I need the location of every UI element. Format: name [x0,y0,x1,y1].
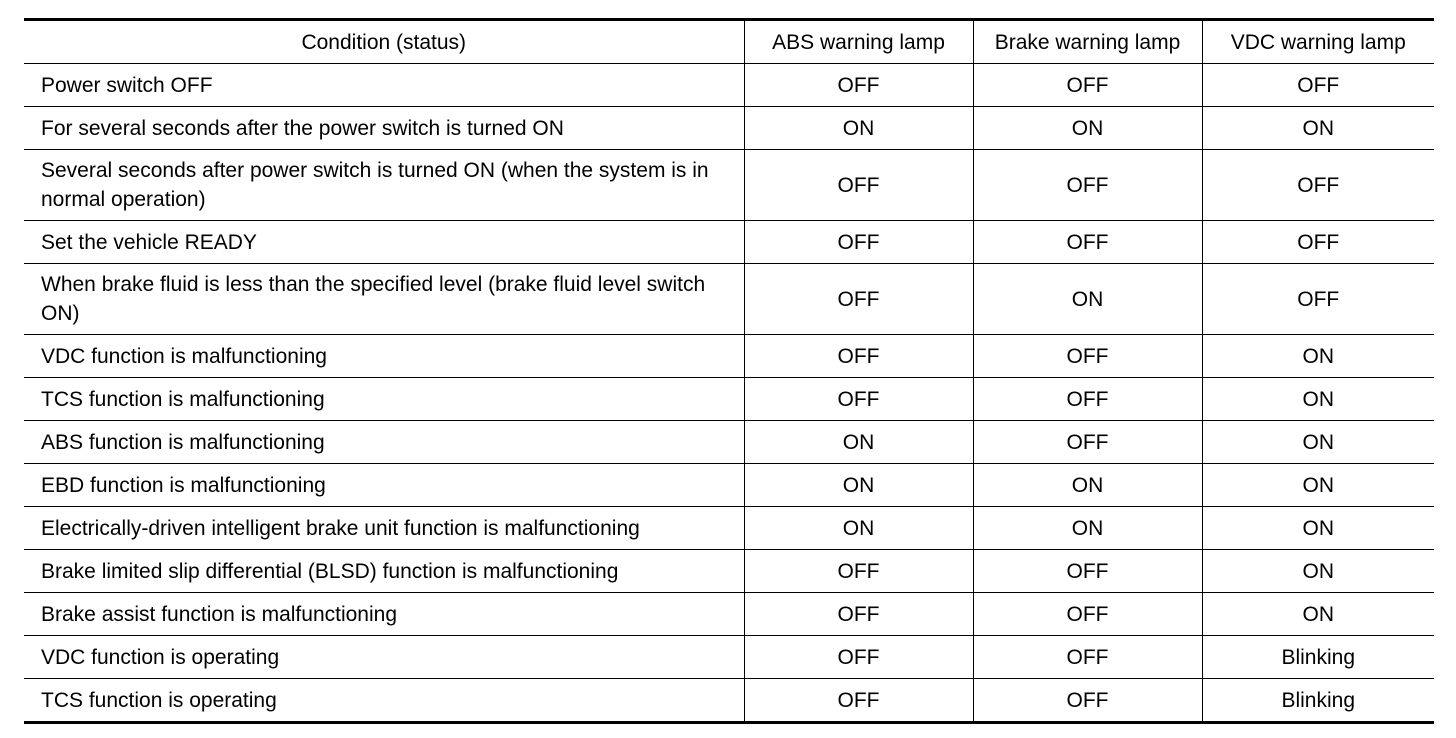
vdc-lamp-cell: ON [1202,593,1434,636]
header-brake-warning-lamp: Brake warning lamp [973,20,1202,64]
condition-cell: ABS function is malfunctioning [24,421,744,464]
brake-lamp-cell: OFF [973,421,1202,464]
vdc-lamp-cell: ON [1202,464,1434,507]
abs-lamp-cell: OFF [744,550,973,593]
abs-lamp-cell: OFF [744,64,973,107]
abs-lamp-cell: ON [744,464,973,507]
brake-lamp-cell: OFF [973,636,1202,679]
brake-lamp-cell: OFF [973,221,1202,264]
table-row [24,636,1434,679]
brake-lamp-cell: ON [973,264,1202,335]
condition-cell: Electrically-driven intelligent brake unit function is malfunctioning [24,507,744,550]
vdc-lamp-cell: ON [1202,507,1434,550]
condition-cell: For several seconds after the power switch is turned ON [24,107,744,150]
table-row [24,464,1434,507]
abs-lamp-cell: OFF [744,335,973,378]
abs-lamp-cell: OFF [744,378,973,421]
table-row [24,593,1434,636]
condition-cell: TCS function is operating [24,679,744,723]
brake-lamp-cell: OFF [973,150,1202,221]
condition-cell: Brake limited slip differential (BLSD) function is malfunctioning [24,550,744,593]
table-row [24,264,1434,335]
vdc-lamp-cell: Blinking [1202,636,1434,679]
abs-lamp-cell: OFF [744,150,973,221]
abs-lamp-cell: OFF [744,636,973,679]
brake-lamp-cell: OFF [973,593,1202,636]
condition-cell: VDC function is operating [24,636,744,679]
brake-lamp-cell: ON [973,507,1202,550]
condition-cell: Several seconds after power switch is turned ON (when the system is in normal operation) [24,150,744,221]
vdc-lamp-cell: ON [1202,335,1434,378]
table-row [24,64,1434,107]
header-abs-warning-lamp: ABS warning lamp [744,20,973,64]
header-vdc-warning-lamp: VDC warning lamp [1202,20,1434,64]
condition-cell: VDC function is malfunctioning [24,335,744,378]
table-row [24,378,1434,421]
vdc-lamp-cell: ON [1202,421,1434,464]
table-row [24,679,1434,723]
vdc-lamp-cell: OFF [1202,150,1434,221]
brake-lamp-cell: ON [973,107,1202,150]
condition-cell: EBD function is malfunctioning [24,464,744,507]
abs-lamp-cell: ON [744,507,973,550]
table-row [24,507,1434,550]
table-row [24,335,1434,378]
table-body [24,64,1434,723]
brake-lamp-cell: OFF [973,679,1202,723]
warning-lamp-status-table [24,18,1434,724]
vdc-lamp-cell: ON [1202,550,1434,593]
abs-lamp-cell: OFF [744,679,973,723]
table-row [24,221,1434,264]
brake-lamp-cell: OFF [973,64,1202,107]
header-row [24,20,1434,64]
abs-lamp-cell: OFF [744,593,973,636]
condition-cell: TCS function is malfunctioning [24,378,744,421]
brake-lamp-cell: ON [973,464,1202,507]
table-row [24,150,1434,221]
condition-cell: Brake assist function is malfunctioning [24,593,744,636]
condition-cell: Set the vehicle READY [24,221,744,264]
abs-lamp-cell: OFF [744,264,973,335]
table-row [24,550,1434,593]
condition-cell: When brake fluid is less than the specified level (brake fluid level switch ON) [24,264,744,335]
vdc-lamp-cell: Blinking [1202,679,1434,723]
vdc-lamp-cell: OFF [1202,221,1434,264]
header-condition: Condition (status) [24,20,744,64]
condition-cell: Power switch OFF [24,64,744,107]
vdc-lamp-cell: OFF [1202,64,1434,107]
brake-lamp-cell: OFF [973,378,1202,421]
table-header [24,20,1434,64]
vdc-lamp-cell: ON [1202,107,1434,150]
vdc-lamp-cell: ON [1202,378,1434,421]
brake-lamp-cell: OFF [973,335,1202,378]
brake-lamp-cell: OFF [973,550,1202,593]
table-row [24,421,1434,464]
abs-lamp-cell: ON [744,107,973,150]
vdc-lamp-cell: OFF [1202,264,1434,335]
table-row [24,107,1434,150]
abs-lamp-cell: ON [744,421,973,464]
abs-lamp-cell: OFF [744,221,973,264]
